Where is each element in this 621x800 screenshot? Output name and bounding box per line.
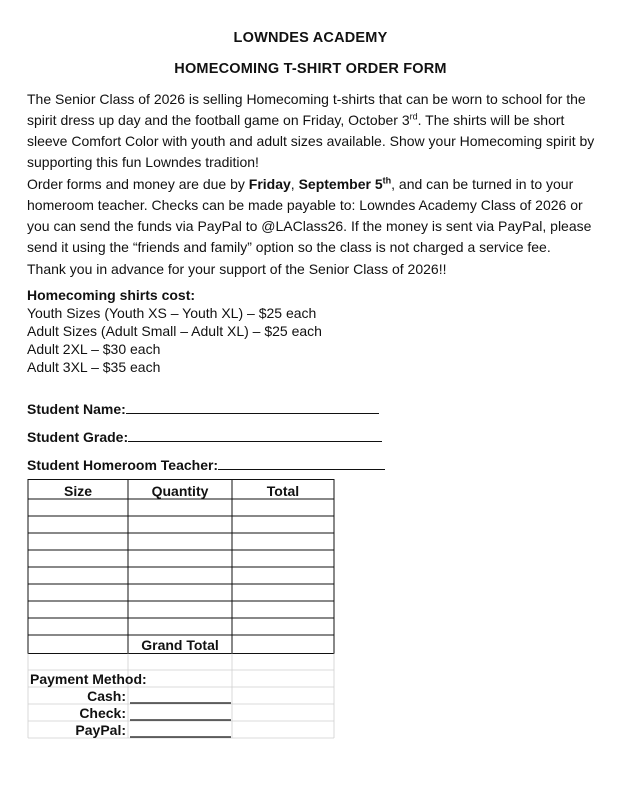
paypal-label: PayPal: xyxy=(75,722,126,738)
form-title: HOMECOMING T-SHIRT ORDER FORM xyxy=(174,61,447,77)
student-grade-field[interactable]: Student Grade: xyxy=(27,427,382,445)
pricing-item: Adult 3XL – $35 each xyxy=(27,359,161,375)
thank-you-paragraph: Thank you in advance for your support of the Senior Class of 2026!! xyxy=(27,261,447,277)
grand-total-label: Grand Total xyxy=(141,637,219,653)
pricing-item: Youth Sizes (Youth XS – Youth XL) – $25 each xyxy=(27,305,317,321)
school-name: LOWNDES ACADEMY xyxy=(233,30,388,46)
student-name-field[interactable]: Student Name: xyxy=(27,399,379,417)
order-table-border xyxy=(28,480,334,654)
quantity-column-header: Quantity xyxy=(151,483,209,499)
pricing-item: Adult 2XL – $30 each xyxy=(27,341,161,357)
intro-paragraph: The Senior Class of 2026 is selling Homecoming t-shirts that can be worn to school for the spirit dress up day and the football game on Friday, October 3rd. The shirts will be short sleeve Comfort Color with youth and adult sizes available. Show your Homecoming spirit by supporting this fun Lowndes tradition! xyxy=(27,91,595,170)
total-column-header: Total xyxy=(266,483,300,499)
size-column-header: Size xyxy=(63,483,92,499)
student-grade-blank[interactable] xyxy=(128,427,382,442)
pricing-list xyxy=(27,286,322,376)
deadline-paragraph: Order forms and money are due by Friday, September 5th, and can be turned in to your homeroom teacher. Checks can be made payable to: Lowndes Academy Class of 2026 or you can send the funds via PayPal to @LAClass26. If the money is sent via PayPal, please send it using the “friends and family” option so the class is not charged a service fee. xyxy=(27,175,592,255)
pricing-item: Adult Sizes (Adult Small – Adult XL) – $25 each xyxy=(27,323,322,339)
check-label: Check: xyxy=(79,705,126,721)
payment-method-label: Payment Method: xyxy=(30,671,147,687)
homeroom-teacher-field[interactable]: Student Homeroom Teacher: xyxy=(27,455,385,473)
pricing-heading: Homecoming shirts cost: xyxy=(27,287,196,303)
cash-label: Cash: xyxy=(87,688,126,704)
homeroom-teacher-blank[interactable] xyxy=(218,455,385,470)
student-name-blank[interactable] xyxy=(126,399,379,414)
